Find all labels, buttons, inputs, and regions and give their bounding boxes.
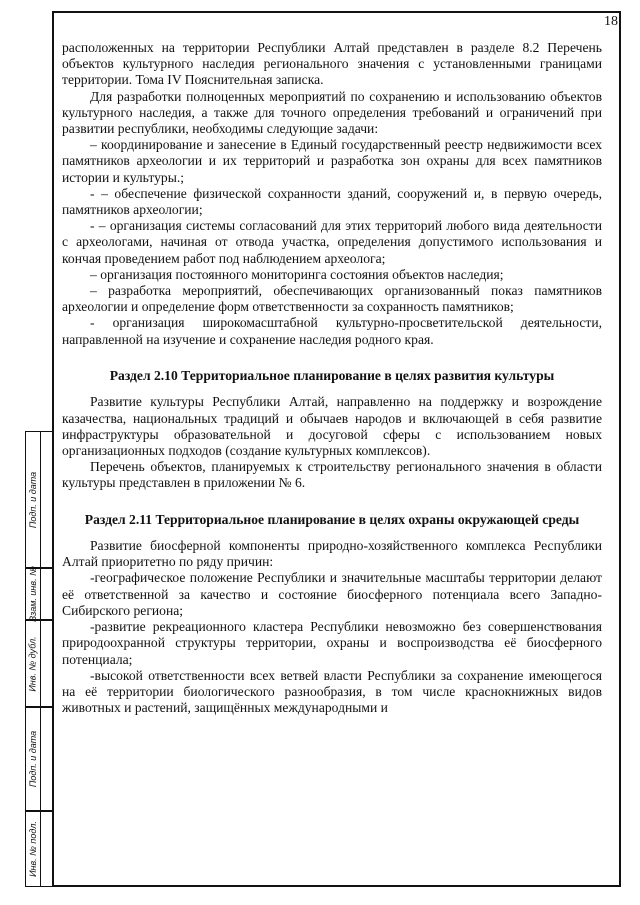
stamp-label: Подп. и дата — [28, 471, 38, 528]
list-item: - – организация системы согласований для этих территорий любого вида деятельности с археологами, начиная от отвода участка, определения допустимого использования и кончая проведением работ под наблюдением археолога; — [62, 218, 602, 266]
list-item: -географическое положение Республики и значительные масштабы территории делают её ответственной за качество и состояние биосферного потенциала всего Западно-Сибирского региона; — [62, 570, 602, 618]
stamp-label: Инв. № подл. — [28, 821, 39, 877]
stamp-inv-dubl — [25, 620, 52, 707]
stamp-signature-date-1 — [25, 431, 52, 568]
paragraph: Развитие биосферной компоненты природно-хозяйственного комплекса Республики Алтай приоритетно по ряду причин: — [62, 538, 602, 570]
stamp-label: Подп. и дата — [28, 730, 38, 788]
section-heading: Раздел 2.11 Территориальное планирование в целях охраны окружающей среды — [84, 511, 580, 527]
stamp-label: Инв. № дубл. — [28, 635, 39, 692]
list-item: -развитие рекреационного кластера Республики невозможно без совершенствования природоохранной структуры территории, охраны и воспроизводства её биосферного потенциала; — [62, 619, 602, 667]
list-item: – организация постоянного мониторинга состояния объектов наследия; — [90, 266, 504, 282]
paragraph: Для разработки полноценных мероприятий по сохранению и использованию объектов культурного наследия, а также для точного определения требований и ограничений при развитии республики, необходимы следующие задачи: — [62, 88, 602, 137]
paragraph: Развитие культуры Республики Алтай, направленно на поддержку и возрождение казачества, национальных традиций и обычаев народов и включающей в себя развитие инфраструктуры образовательной и досуговой сферы с использованием новых организационных подходов (создание культурных комплексов). — [62, 394, 602, 458]
section-heading: Раздел 2.10 Территориальное планирование в целях развития культуры — [109, 367, 555, 383]
list-item: – разработка мероприятий, обеспечивающих организованный показ памятников археологии и определение форм ответственности за сохранность памятников; — [62, 283, 602, 315]
paragraph: Перечень объектов, планируемых к строительству регионального значения в области культуры представлен в приложении № 6. — [62, 459, 602, 491]
stamp-inv-podl — [25, 811, 52, 887]
paragraph: расположенных на территории Республики Алтай представлен в разделе 8.2 Перечень объектов культурного наследия регионального значения с установленными границами территории. Тома IV Пояснительная записка. — [62, 40, 602, 88]
page-number: 18 — [604, 14, 618, 29]
stamp-label: Взам. инв. № — [28, 566, 39, 622]
stamp-signature-date-2 — [25, 707, 52, 811]
list-item: - – обеспечение физической сохранности зданий, сооружений и, в первую очередь, памятников археологии; — [62, 185, 602, 218]
stamp-replace-inv — [25, 568, 52, 620]
list-item: - организация широкомасштабной культурно-просветительской деятельности, направленной на изучение и сохранение наследия родного края. — [62, 315, 602, 347]
list-item: – координирование и занесение в Единый государственный реестр недвижимости всех памятников археологии и их территорий и разработка зон охраны для всех памятников истории и культуры.; — [62, 137, 602, 185]
list-item: -высокой ответственности всех ветвей власти Республики за сохранение имеющегося на её территории биологического разнообразия, в том числе краснокнижных видов животных и растений, защищённых международными и — [62, 667, 602, 716]
document-body — [62, 40, 602, 716]
